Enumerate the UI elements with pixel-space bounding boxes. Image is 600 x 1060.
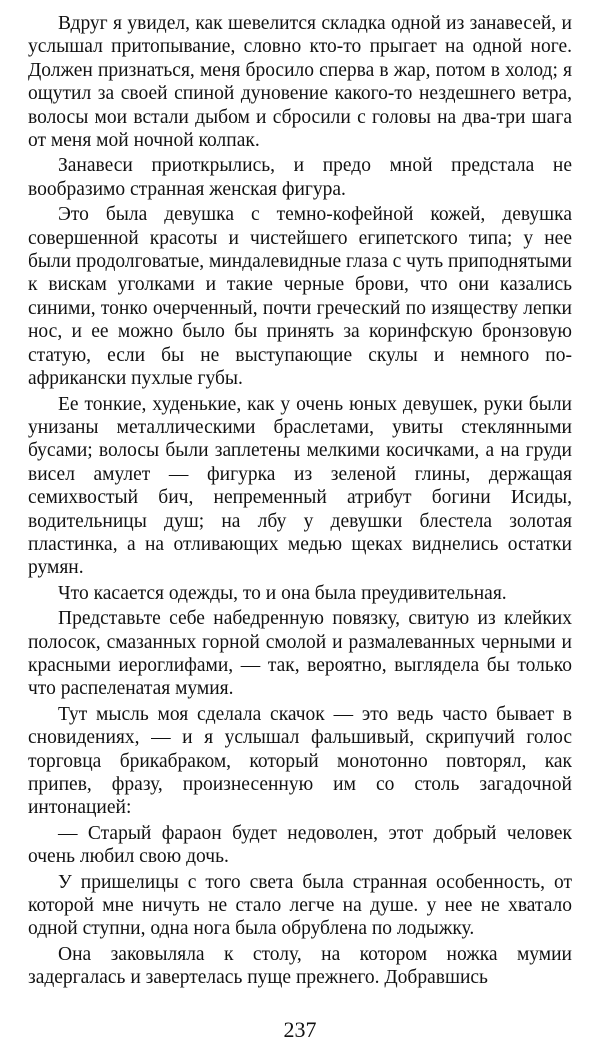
paragraph-8: — Старый фараон будет недоволен, этот добрый человек очень любил свою дочь.: [28, 822, 572, 868]
paragraph-6: Представьте себе набедренную повязку, свитую из клейких полосок, смазанных горной смолой и размалеванных черными и красными иероглифами, — так, вероятно, выглядела бы только что распеленатая мумия.: [28, 608, 572, 700]
paragraph-5: Что касается одежды, то и она была преудивительная.: [58, 582, 507, 604]
paragraph-4: Ее тонкие, худенькие, как у очень юных девушек, руки были унизаны металлическими браслетами, увиты стеклянными бусами; волосы были заплетены мелкими косичками, а на груди висел амулет — фигурка из зеленой глины, держащая семихвостый бич, непременный атрибут богини Исиды, водительницы душ; на лбу у девушки блестела золотая пластинка, а на отливающих медью щеках виднелись остатки румян.: [28, 393, 572, 579]
paragraph-1: Вдруг я увидел, как шевелится складка одной из занавесей, и услышал притопывание, словно кто-то прыгает на одной ноге. Должен признаться, меня бросило сперва в жар, потом в холод; я ощутил за своей спиной дуновение какого-то нездешнего ветра, волосы мои встали дыбом и сбросили с головы на два-три шага от меня мой ночной колпак.: [28, 13, 572, 152]
paragraph-9: У пришелицы с того света была странная особенность, от которой мне ничуть не стало легче на душе. у нее не хватало одной ступни, одна нога была обрублена по лодыжку.: [28, 871, 572, 940]
body-text: [28, 12, 572, 990]
page-number: 237: [283, 1017, 317, 1042]
paragraph-10: Она заковыляла к столу, на котором ножка мумии задергалась и завертелась пуще прежнего. Добравшись: [28, 943, 572, 989]
paragraph-7: Тут мысль моя сделала скачок — это ведь часто бывает в сновидениях, — и я услышал фальшивый, скрипучий голос торговца брикабраком, который монотонно повторял, как припев, фразу, произнесенную им со столь загадочной интонацией:: [28, 703, 572, 819]
paragraph-2: Занавеси приоткрылись, и предо мной предстала не вообразимо странная женская фигура.: [28, 155, 572, 200]
paragraph-3: Это была девушка с темно-кофейной кожей, девушка совершенной красоты и чистейшего египетского типа; у нее были продолговатые, миндалевидные глаза с чуть приподнятыми к вискам уголками и такие черные брови, что они казались синими, тонко очерченный, почти греческий по изяществу лепки нос, и ее можно было бы принять за коринфскую бронзовую статую, если бы не выступающие скулы и немного по-африкански пухлые губы.: [28, 204, 572, 390]
